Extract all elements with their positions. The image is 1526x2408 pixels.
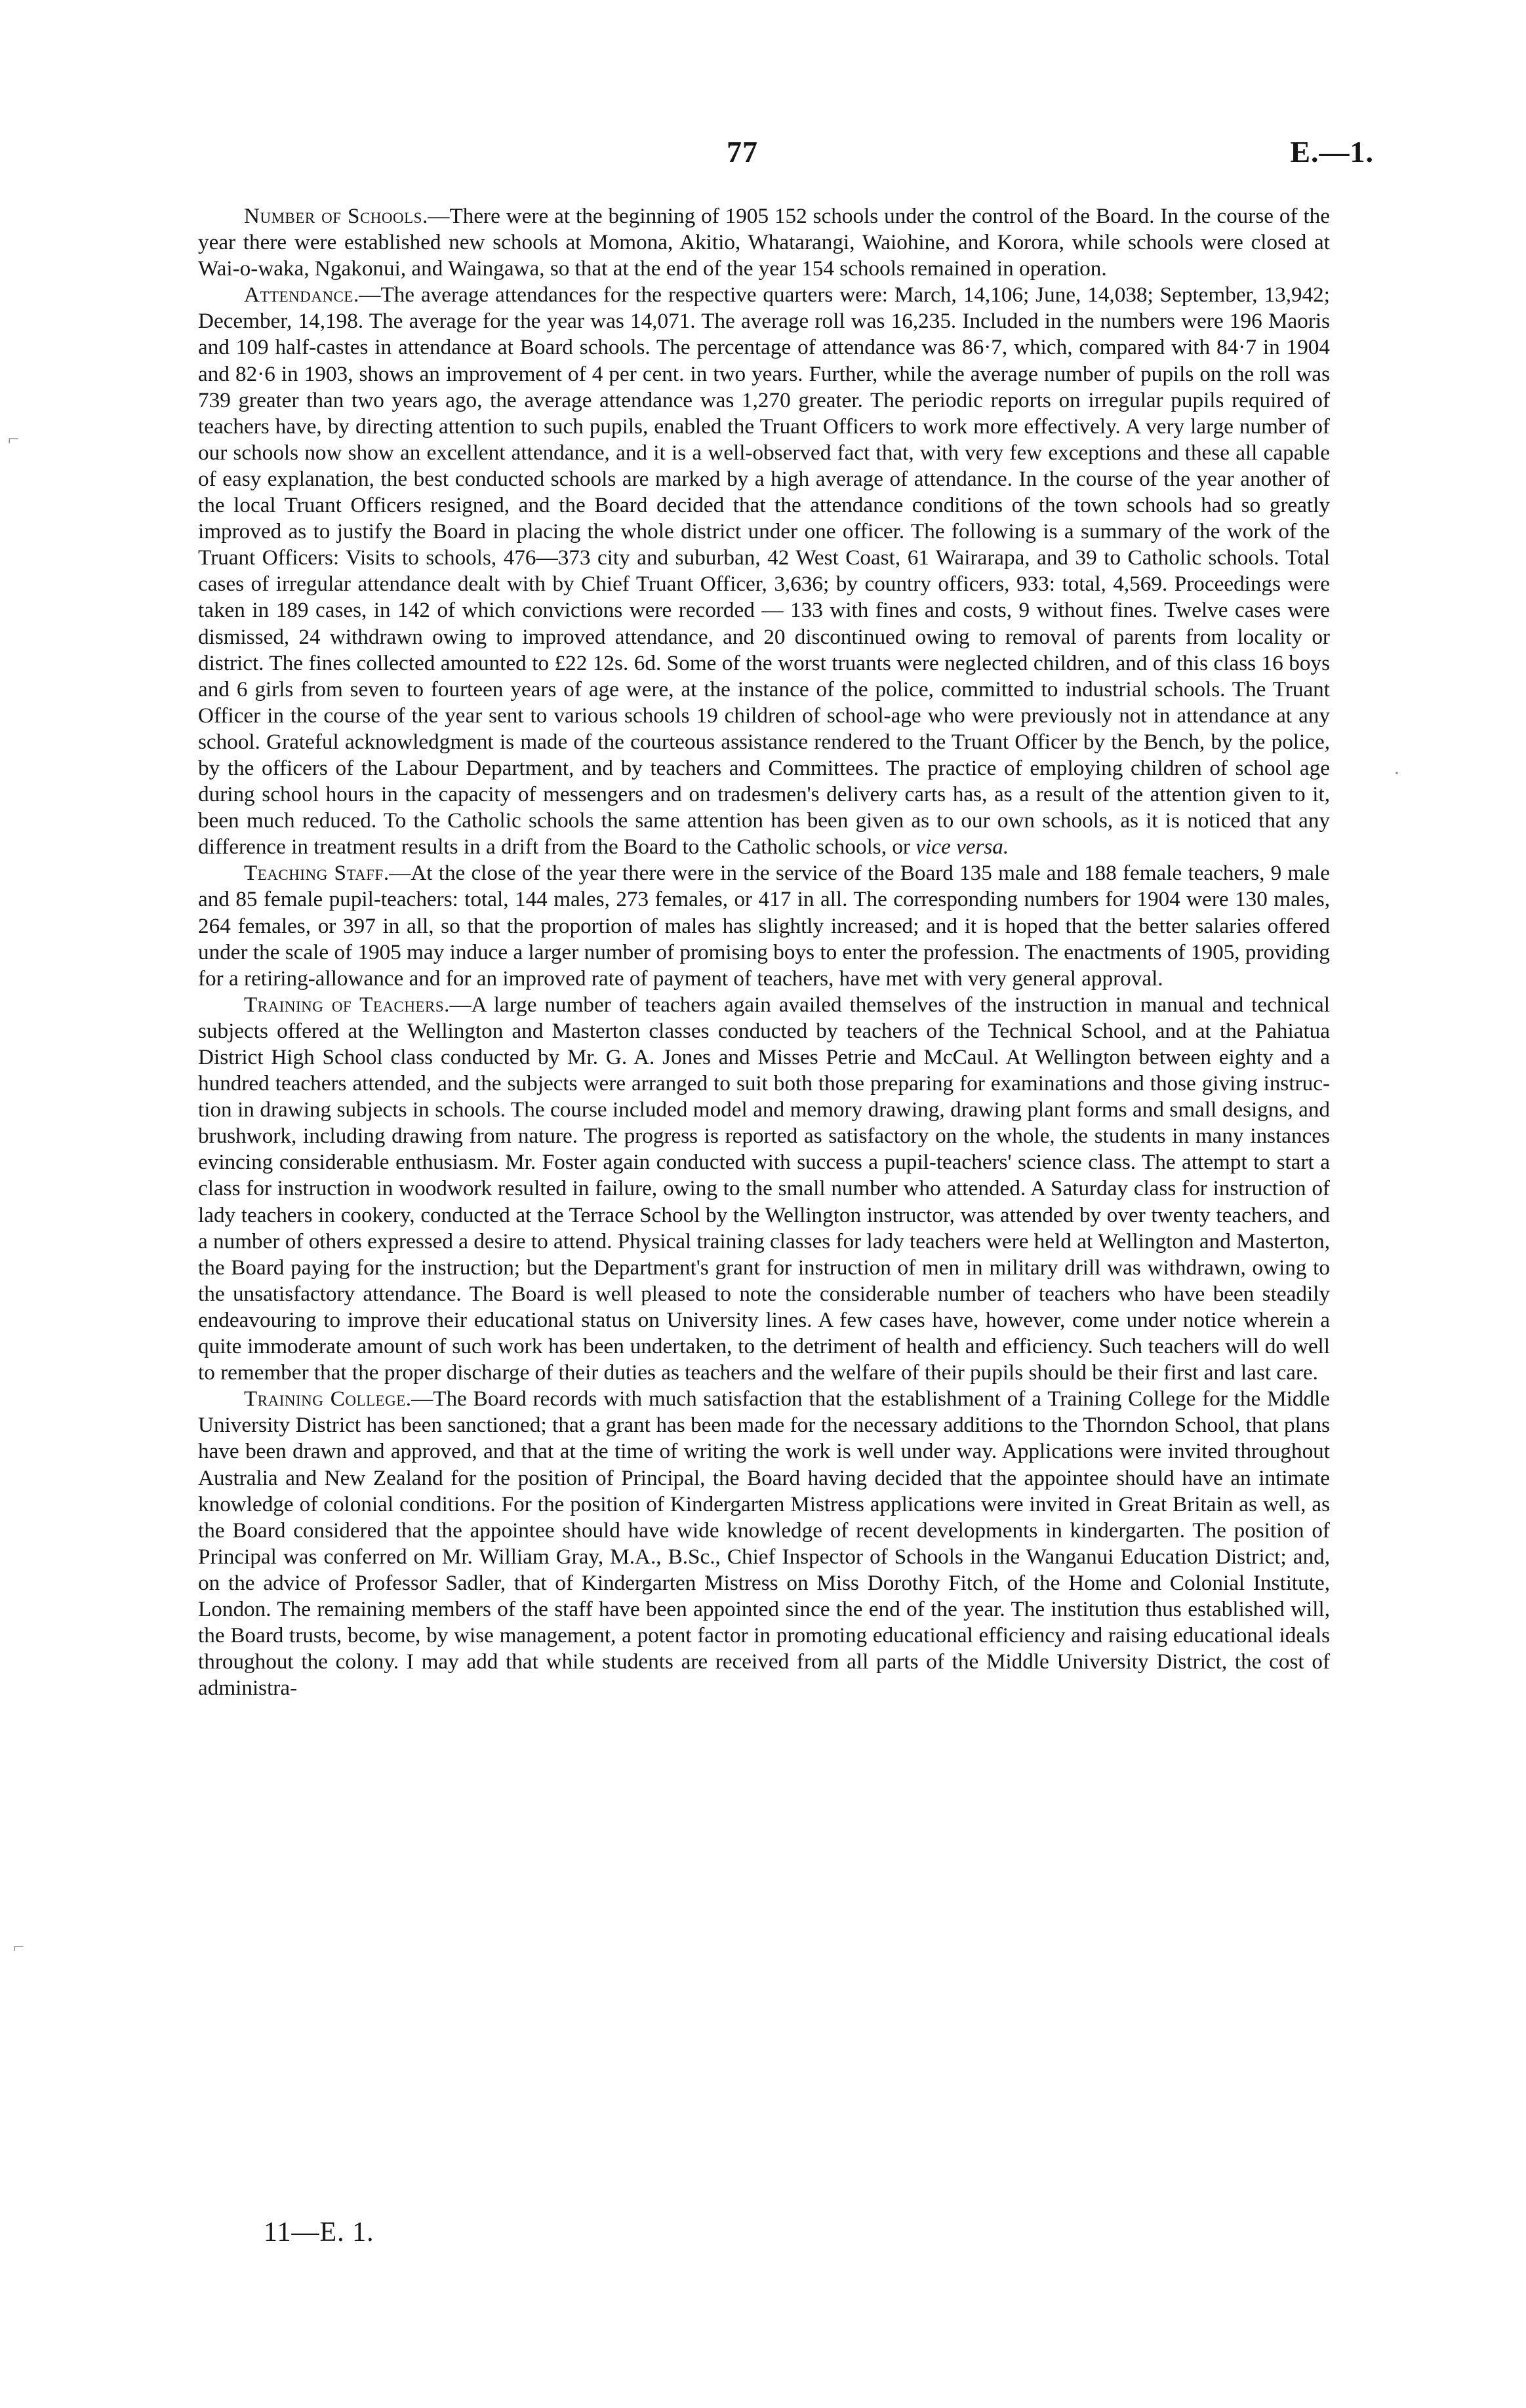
document-code: E.—1.: [1290, 135, 1374, 168]
paragraph-text: A large number of teachers again availed themselves of the instruction in manual and technical subjects offered at the Wellington and Masterton classes conducted by teachers of the Technical School, and at the Pahiatua District High School class conducted by Mr. G. A. Jones and Misses Petrie and McCaul. At Wellington between eighty and a hundred teachers attended, and the subjects were arranged to suit both those preparing for examinations and those giving instruction in drawing subjects in schools. The course included model and memory drawing, drawing plant forms and small designs, and brushwork, including drawing from nature. The progress is reported as satisfactory on the whole, the students in many instances evincing considerable enthusiasm. Mr. Foster again conducted with success a pupil-teachers' science class. The attempt to start a class for instruction in woodwork resulted in failure, owing to the small number who attended. A Saturday class for instruction of lady teachers in cookery, conducted at the Terrace School by the Wellington instructor, was attended by over twenty teachers, and a number of others expressed a desire to attend. Physical training classes for lady teachers were held at Wellington and Masterton, the Board paying for the instruction; but the Department's grant for instruction of men in military drill was withdrawn, owing to the unsatisfactory attendance. The Board is well pleased to note the considerable number of teachers who have been steadily endeavouring to improve their educational status on University lines. A few cases have, however, come under notice wherein a quite immoderate amount of such work has been undertaken, to the detriment of health and efficiency. Such teachers will do well to remember that the proper discharge of their duties as teachers and the welfare of their pupils should be their first and last care.: [198, 992, 1330, 1385]
heading-dash: .—: [444, 992, 472, 1017]
paragraph-number-of-schools: [198, 203, 1330, 282]
paragraph-text: There were at the beginning of 1905 152 schools under the control of the Board. In the course of the year there were established new schools at Momona, Akitio, Whatarangi, Waiohine, and Korora, while schools were closed at Wai-o-waka, Ngakonui, and Waingawa, so that at the end of the year 154 schools remained in operation.: [198, 204, 1330, 281]
paragraph-text: The average attendances for the respective quarters were: March, 14,106; June, 14,038; September, 13,942; December, 14,198. The average for the year was 14,071. The average roll was 16,235. Included in the numbers were 196 Maoris and 109 half-castes in attendance at Board schools. The percentage of attendance was 86·7, which, compared with 84·7 in 1904 and 82·6 in 1903, shows an improvement of 4 per cent. in two years. Further, while the average number of pupils on the roll was 739 greater than two years ago, the average attendance was 1,270 greater. The periodic reports on irregular pupils required of teachers have, by directing attention to such pupils, enabled the Truant Officers to work more effectively. A very large number of our schools now show an excellent attendance, and it is a well-observed fact that, with very few exceptions and these all capable of easy explanation, the best conducted schools are marked by a high average of attendance. In the course of the year another of the local Truant Officers resigned, and the Board decided that the attendance conditions of the town schools had so greatly improved as to justify the Board in placing the whole district under one officer. The following is a summary of the work of the Truant Officers: Visits to schools, 476—373 city and suburban, 42 West Coast, 61 Wairarapa, and 39 to Catholic schools. Total cases of irregular attendance dealt with by Chief Truant Officer, 3,636; by country officers, 933: total, 4,569. Proceedings were taken in 189 cases, in 142 of which convictions were recorded — 133 with fines and costs, 9 without fines. Twelve cases were dismissed, 24 withdrawn owing to improved attendance, and 20 discontinued owing to removal of parents from locality or district. The fines collected amounted to £22 12s. 6d. Some of the worst truants were neglected children, and of this class 16 boys and 6 girls from seven to fourteen years of age were, at the instance of the police, committed to industrial schools. The Truant Officer in the course of the year sent to various schools 19 children of school-age who were previously not in attendance at any school. Grateful acknowledgment is made of the courteous assistance rendered to the Truant Officer by the Bench, by the police, by the officers of the Labour Department, and by teachers and Committees. The practice of employing children of school age during school hours in the capacity of messengers and on tradesmen's delivery carts has, as a result of the attention given to it, been much reduced. To the Catholic schools the same attention has been given as to our own schools, as it is noticed that any difference in treatment results in a drift from the Board to the Catholic schools, or: [198, 283, 1330, 859]
heading-dash: .—: [405, 1387, 433, 1411]
heading-number-of-schools: Number of Schools: [244, 204, 422, 228]
heading-training-of-teachers: Training of Teachers: [244, 992, 445, 1017]
margin-mark: ⌐: [8, 428, 19, 450]
heading-training-college: Training College: [244, 1387, 406, 1411]
heading-teaching-staff: Teaching Staff: [244, 861, 384, 886]
paragraph-training-of-teachers: [198, 992, 1330, 1386]
margin-mark: ·: [1394, 762, 1400, 784]
heading-dash: .—: [422, 204, 450, 228]
paragraph-training-college: [198, 1386, 1330, 1701]
paragraph-text: At the close of the year there were in the service of the Board 135 male and 188 female teachers, 9 male and 85 female pupil-teachers: total, 144 males, 273 females, or 417 in all. The corresponding numbers for 1904 were 130 males, 264 females, or 397 in all, so that the proportion of males has slightly increased; and it is hoped that the better salaries offered under the scale of 1905 may induce a larger number of promising boys to enter the profession. The enactments of 1905, providing for a retiring-allowance and for an improved rate of payment of teachers, have met with very general approval.: [198, 861, 1330, 991]
footer-signature: 11—E. 1.: [264, 2217, 374, 2247]
paragraph-text: The Board records with much satisfaction that the establishment of a Training College for the Middle University District has been sanctioned; that a grant has been made for the necessary additions to the Thorndon School, that plans have been drawn and approved, and that at the time of writing the work is well under way. Applications were invited throughout Australia and New Zealand for the position of Principal, the Board having decided that the appointee should have an intimate knowledge of colonial conditions. For the position of Kindergarten Mistress applications were invited in Great Britain as well, as the Board considered that the appointee should have wide knowledge of recent developments in kindergarten. The position of Principal was conferred on Mr. William Gray, M.A., B.Sc., Chief Inspector of Schools in the Wanganui Education District; and, on the advice of Professor Sadler, that of Kindergarten Mistress on Miss Dorothy Fitch, of the Home and Colonial Institute, London. The remaining members of the staff have been appointed since the end of the year. The institution thus established will, the Board trusts, become, by wise management, a potent factor in promoting educational efficiency and raising educational ideals throughout the colony. I may add that while students are received from all parts of the Middle University District, the cost of administra-: [198, 1387, 1330, 1701]
body-text: [198, 203, 1330, 1701]
paragraph-attendance: [198, 282, 1330, 860]
italic-vice-versa: vice versa.: [915, 835, 1009, 859]
paragraph-teaching-staff: [198, 860, 1330, 991]
heading-attendance: Attendance: [244, 283, 353, 307]
heading-dash: .—: [353, 283, 381, 307]
heading-dash: .—: [383, 861, 411, 886]
margin-mark: ⌐: [13, 1936, 24, 1958]
page-number: 77: [727, 135, 758, 168]
